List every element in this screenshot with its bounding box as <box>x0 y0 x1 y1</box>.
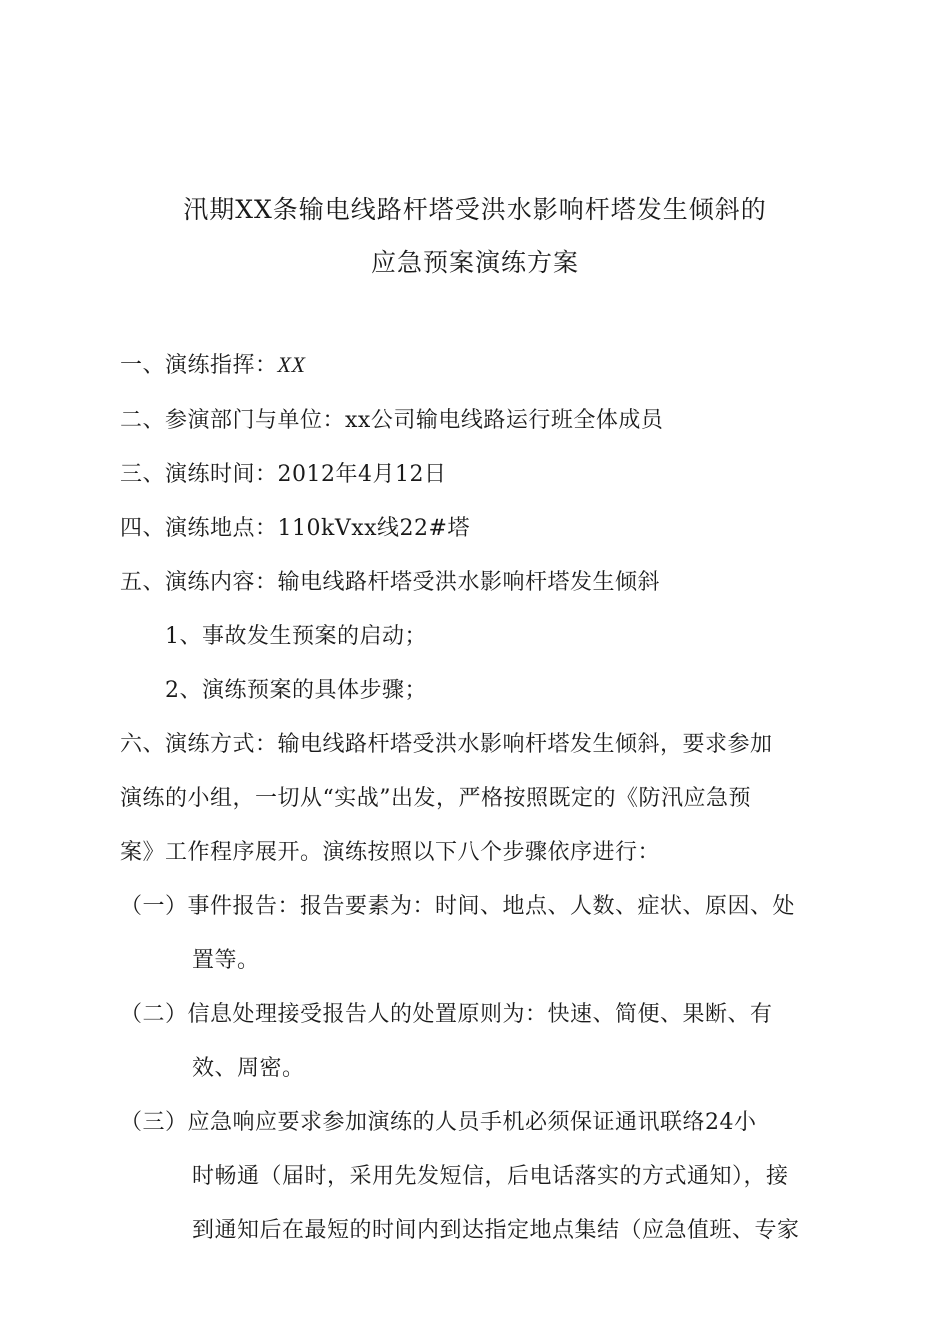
item-time: 三、演练时间：2012年4月12日 <box>120 462 447 487</box>
item-location: 四、演练地点：110kVxx线22#塔 <box>120 516 470 541</box>
document-title-line2: 应急预案演练方案 <box>370 248 579 277</box>
item-commander-label: 一、演练指挥： <box>120 353 278 378</box>
step2-line1: （二）信息处理接受报告人的处置原则为：快速、简便、果断、有 <box>120 1002 773 1027</box>
step3-line1: （三）应急响应要求参加演练的人员手机必须保证通讯联络24小 <box>120 1110 757 1135</box>
item-commander-value: XX <box>277 352 306 377</box>
step1-line2: 置等。 <box>192 948 260 973</box>
item-content-sub2: 2、演练预案的具体步骤； <box>165 678 427 703</box>
step3-line3: 到通知后在最短的时间内到达指定地点集结（应急值班、专家 <box>192 1218 800 1243</box>
step2-line2: 效、周密。 <box>192 1056 305 1081</box>
item-commander <box>120 348 305 379</box>
document-title-line1: 汛期XX条输电线路杆塔受洪水影响杆塔发生倾斜的 <box>183 195 767 224</box>
item-participants: 二、参演部门与单位：xx公司输电线路运行班全体成员 <box>120 408 664 433</box>
step1-line1: （一）事件报告：报告要素为：时间、地点、人数、症状、原因、处 <box>120 894 796 919</box>
item-content-sub1: 1、事故发生预案的启动； <box>165 624 427 649</box>
item-method-line3: 案》工作程序展开。演练按照以下八个步骤依序进行： <box>120 840 661 865</box>
step3-line2: 时畅通（届时，采用先发短信，后电话落实的方式通知），接 <box>192 1164 789 1189</box>
item-content: 五、演练内容：输电线路杆塔受洪水影响杆塔发生倾斜 <box>120 570 661 595</box>
item-method-line2: 演练的小组，一切从“实战”出发，严格按照既定的《防汛应急预 <box>120 786 751 811</box>
item-method-line1: 六、演练方式：输电线路杆塔受洪水影响杆塔发生倾斜，要求参加 <box>120 732 773 757</box>
